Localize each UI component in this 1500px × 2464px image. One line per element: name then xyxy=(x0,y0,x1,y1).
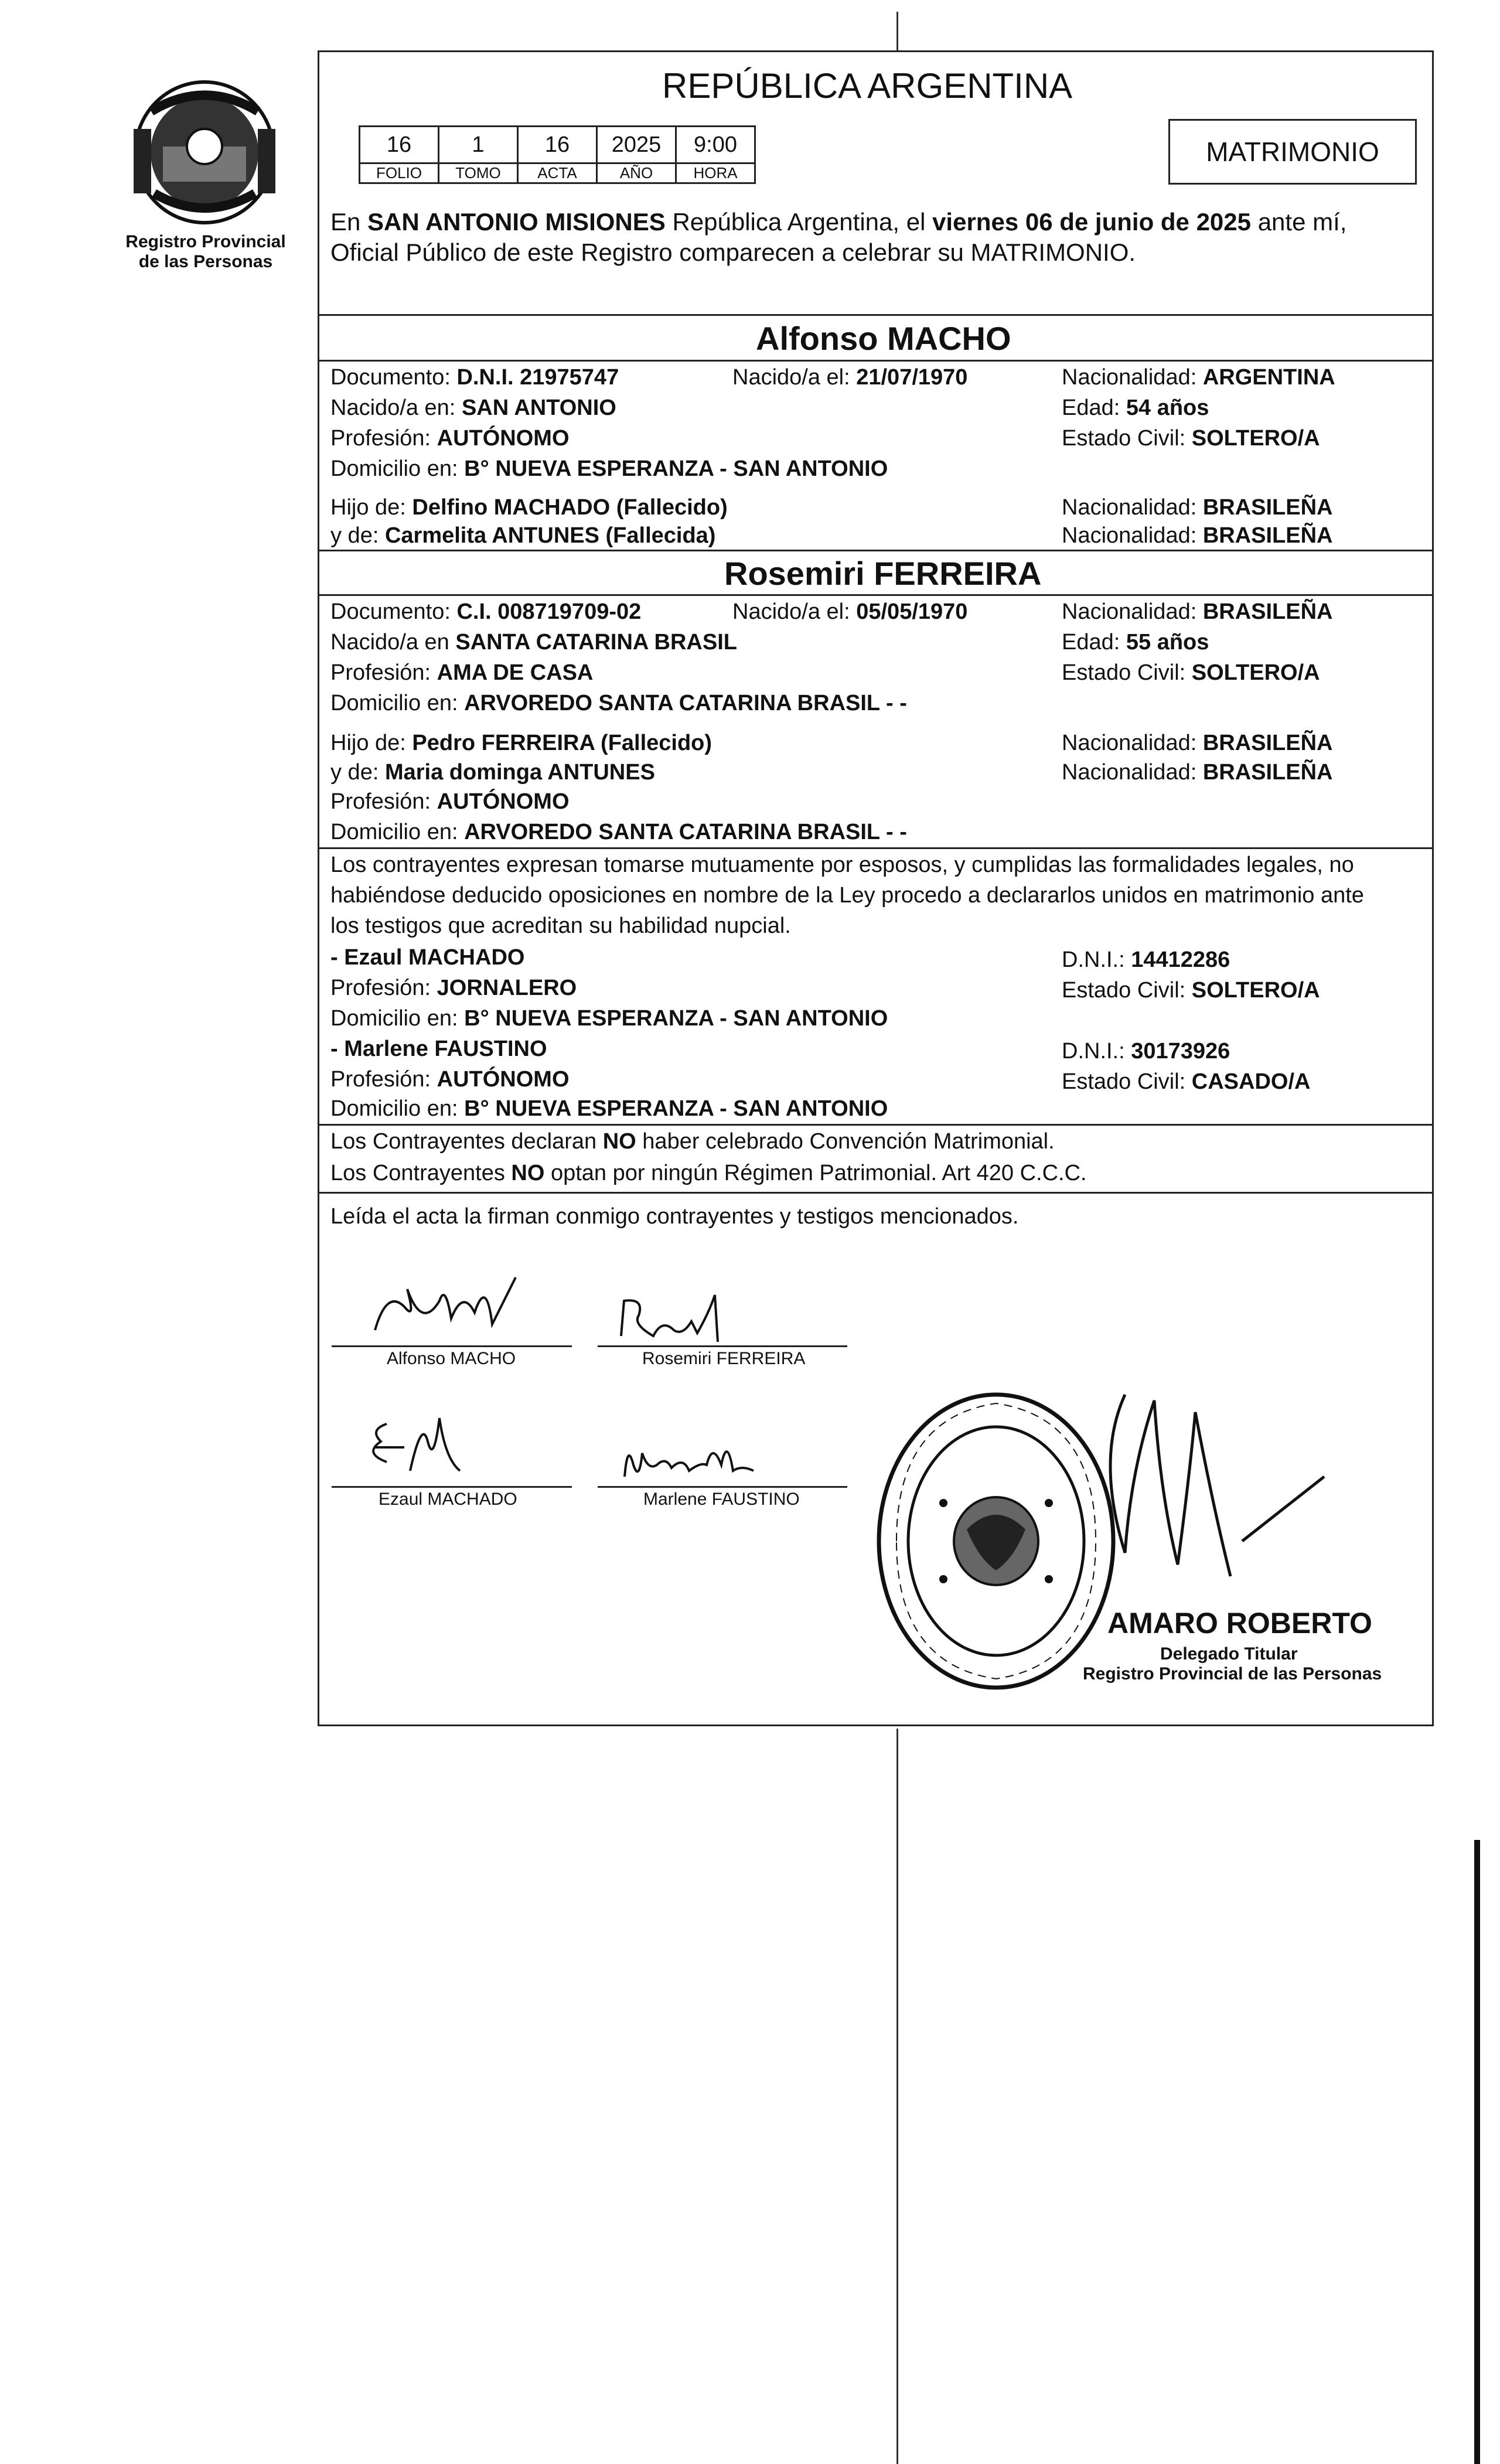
groom-mother-nat-value: BRASILEÑA xyxy=(1202,523,1333,548)
groom-address xyxy=(330,454,888,484)
bride-address-value: ARVOREDO SANTA CATARINA BRASIL - - xyxy=(464,691,907,715)
groom-birth-place-value: SAN ANTONIO xyxy=(461,396,616,420)
witness-2-address-label: Domicilio en: xyxy=(330,1096,458,1121)
bride-profession-value: AMA DE CASA xyxy=(437,660,594,685)
groom-signature-label: Alfonso MACHO xyxy=(387,1349,516,1368)
bride-mother xyxy=(330,757,655,788)
groom-nationality-value: ARGENTINA xyxy=(1202,365,1335,390)
groom-civil-value: SOLTERO/A xyxy=(1191,426,1320,451)
ano-value: 2025 xyxy=(597,127,676,163)
bride-age-label: Edad: xyxy=(1062,630,1120,655)
misiones-shield-icon xyxy=(128,76,281,229)
folio-label: FOLIO xyxy=(360,163,439,183)
bride-nationality-label: Nacionalidad: xyxy=(1062,599,1197,624)
witness-1-profession xyxy=(330,973,577,1003)
witness-2-signature-icon xyxy=(619,1430,771,1485)
clause-2-prefix: Los Contrayentes xyxy=(330,1161,505,1185)
clause-1-suffix: haber celebrado Convención Matrimonial. xyxy=(642,1129,1055,1154)
groom-mother-label: y de: xyxy=(330,523,379,548)
groom-signature-icon xyxy=(352,1266,562,1342)
groom-doc-value: D.N.I. 21975747 xyxy=(456,365,619,390)
groom-mother-value: Carmelita ANTUNES (Fallecida) xyxy=(384,523,716,548)
declaration-line-3: los testigos que acreditan su habilidad nupcial. xyxy=(330,914,791,938)
groom-civil xyxy=(1062,423,1320,454)
hora-label: HORA xyxy=(676,163,755,183)
groom-mother xyxy=(330,520,715,551)
bride-parent-profession xyxy=(330,786,570,817)
witness-1-profession-label: Profesión: xyxy=(330,976,431,1000)
witness-2-name: - Marlene FAUSTINO xyxy=(330,1037,547,1061)
intro-mid: República Argentina, el xyxy=(672,208,926,236)
closing-statement: Leída el acta la firman conmigo contrayentes y testigos mencionados. xyxy=(330,1204,1019,1229)
bride-father-value: Pedro FERREIRA (Fallecido) xyxy=(412,731,712,755)
witness-2-dni-label: D.N.I.: xyxy=(1062,1039,1125,1064)
groom-age xyxy=(1062,393,1209,423)
bride-name: Rosemiri FERREIRA xyxy=(724,555,1042,592)
scan-edge-bar xyxy=(1474,1840,1480,2464)
bride-age xyxy=(1062,627,1209,657)
witness-1-signature-label: Ezaul MACHADO xyxy=(379,1490,517,1509)
bride-address xyxy=(330,688,907,718)
bride-address-label: Domicilio en: xyxy=(330,691,458,715)
witness-1-address-label: Domicilio en: xyxy=(330,1006,458,1031)
bride-parent-address xyxy=(330,817,907,847)
official-signature-icon xyxy=(1090,1389,1406,1611)
bride-nationality xyxy=(1062,597,1333,627)
groom-father-nat xyxy=(1062,492,1333,523)
bride-profession-label: Profesión: xyxy=(330,660,431,685)
bride-doc-value: C.I. 008719709-02 xyxy=(456,599,642,624)
intro-line-1 xyxy=(330,207,1346,237)
bride-doc-label: Documento: xyxy=(330,599,451,624)
tomo-label: TOMO xyxy=(439,163,518,183)
groom-profession-value: AUTÓNOMO xyxy=(437,426,570,451)
clause-1-no: NO xyxy=(602,1129,636,1154)
clause-2-no: NO xyxy=(511,1161,545,1185)
clause-convention xyxy=(330,1126,1055,1157)
groom-father xyxy=(330,492,728,523)
bride-nationality-value: BRASILEÑA xyxy=(1202,599,1333,624)
groom-profession xyxy=(330,423,570,454)
groom-birth-date xyxy=(732,362,967,393)
declaration-line-1: Los contrayentes expresan tomarse mutuamente por esposos, y cumplidas las formalidades legales, no xyxy=(330,853,1354,877)
witness-2-civil-value: CASADO/A xyxy=(1191,1069,1311,1094)
groom-age-value: 54 años xyxy=(1126,396,1209,420)
official-office: Registro Provincial de las Personas xyxy=(1083,1664,1382,1683)
groom-doc-label: Documento: xyxy=(330,365,451,390)
bride-signature-icon xyxy=(609,1289,756,1345)
bride-father xyxy=(330,728,712,758)
groom-birth-place-label: Nacido/a en: xyxy=(330,396,456,420)
witness-2-address xyxy=(330,1093,888,1124)
witness-2-dni-value: 30173926 xyxy=(1131,1039,1230,1064)
bride-parent-address-label: Domicilio en: xyxy=(330,820,458,844)
bride-civil-label: Estado Civil: xyxy=(1062,660,1186,685)
groom-mother-nat xyxy=(1062,520,1333,551)
bride-mother-nat-label: Nacionalidad: xyxy=(1062,760,1197,785)
groom-doc xyxy=(330,362,619,393)
groom-father-nat-label: Nacionalidad: xyxy=(1062,495,1197,520)
witness-1-profession-value: JORNALERO xyxy=(437,976,577,1000)
witness-2-dni xyxy=(1062,1036,1230,1066)
bride-birth-place-label: Nacido/a en xyxy=(330,630,449,655)
bride-father-nat xyxy=(1062,728,1333,758)
witness-2-profession-value: AUTÓNOMO xyxy=(437,1067,570,1092)
witness-1-civil-label: Estado Civil: xyxy=(1062,978,1186,1003)
scan-line-bottom xyxy=(896,1729,898,2464)
intro-date: viernes 06 de junio de 2025 xyxy=(932,208,1252,236)
groom-age-label: Edad: xyxy=(1062,396,1120,420)
folio-value: 16 xyxy=(360,127,439,163)
logo-label: Registro Provincial de las Personas xyxy=(125,232,286,271)
hora-value: 9:00 xyxy=(676,127,755,163)
tomo-value: 1 xyxy=(439,127,518,163)
groom-birth-date-value: 21/07/1970 xyxy=(856,365,968,390)
witness-2-signature-label: Marlene FAUSTINO xyxy=(643,1490,800,1509)
witness-1-address-value: B° NUEVA ESPERANZA - SAN ANTONIO xyxy=(464,1006,888,1031)
official-title: Delegado Titular xyxy=(1160,1644,1298,1664)
groom-profession-label: Profesión: xyxy=(330,426,431,451)
bride-civil-value: SOLTERO/A xyxy=(1191,660,1320,685)
intro-suffix: ante mí, xyxy=(1257,208,1347,236)
witness-1-civil xyxy=(1062,975,1320,1006)
bride-birth-date-label: Nacido/a el: xyxy=(732,599,850,624)
bride-mother-nat xyxy=(1062,757,1333,788)
acta-value: 16 xyxy=(518,127,597,163)
intro-prefix: En xyxy=(330,208,361,236)
registry-table xyxy=(359,125,756,184)
witness-1-name: - Ezaul MACHADO xyxy=(330,945,525,970)
bride-birth-date xyxy=(732,597,967,627)
witness-1-address xyxy=(330,1003,888,1034)
witness-1-signature-icon xyxy=(357,1406,486,1483)
witness-2-address-value: B° NUEVA ESPERANZA - SAN ANTONIO xyxy=(464,1096,888,1121)
intro-place: SAN ANTONIO MISIONES xyxy=(367,208,666,236)
witness-1-civil-value: SOLTERO/A xyxy=(1191,978,1320,1003)
groom-nationality xyxy=(1062,362,1335,393)
bride-father-nat-label: Nacionalidad: xyxy=(1062,731,1197,755)
groom-civil-label: Estado Civil: xyxy=(1062,426,1186,451)
page-title: REPÚBLICA ARGENTINA xyxy=(662,66,1073,105)
witness-1-dni xyxy=(1062,945,1230,975)
acta-label: ACTA xyxy=(518,163,597,183)
groom-name: Alfonso MACHO xyxy=(756,320,1011,357)
bride-birth-date-value: 05/05/1970 xyxy=(856,599,968,624)
scan-line-top xyxy=(896,12,898,50)
groom-father-nat-value: BRASILEÑA xyxy=(1202,495,1333,520)
witness-2-profession-label: Profesión: xyxy=(330,1067,431,1092)
bride-parent-profession-label: Profesión: xyxy=(330,789,431,814)
groom-nationality-label: Nacionalidad: xyxy=(1062,365,1197,390)
bride-signature-label: Rosemiri FERREIRA xyxy=(642,1349,806,1368)
bride-mother-nat-value: BRASILEÑA xyxy=(1202,760,1333,785)
ano-label: AÑO xyxy=(597,163,676,183)
groom-address-label: Domicilio en: xyxy=(330,456,458,481)
clause-regime xyxy=(330,1158,1087,1188)
groom-mother-nat-label: Nacionalidad: xyxy=(1062,523,1197,548)
groom-birth-place xyxy=(330,393,616,423)
witness-2-civil-label: Estado Civil: xyxy=(1062,1069,1186,1094)
bride-father-nat-value: BRASILEÑA xyxy=(1202,731,1333,755)
groom-father-value: Delfino MACHADO (Fallecido) xyxy=(412,495,728,520)
witness-2-civil xyxy=(1062,1066,1310,1097)
bride-birth-place-value: SANTA CATARINA BRASIL xyxy=(455,630,737,655)
bride-parent-address-value: ARVOREDO SANTA CATARINA BRASIL - - xyxy=(464,820,907,844)
intro-line-2: Oficial Público de este Registro comparecen a celebrar su MATRIMONIO. xyxy=(330,238,1136,266)
bride-mother-value: Maria dominga ANTUNES xyxy=(384,760,655,785)
groom-father-label: Hijo de: xyxy=(330,495,406,520)
groom-birth-date-label: Nacido/a el: xyxy=(732,365,850,390)
bride-age-value: 55 años xyxy=(1126,630,1209,655)
witness-1-dni-value: 14412286 xyxy=(1131,948,1230,972)
bride-mother-label: y de: xyxy=(330,760,379,785)
bride-profession xyxy=(330,657,593,688)
clause-1-prefix: Los Contrayentes declaran xyxy=(330,1129,597,1154)
record-type-box: MATRIMONIO xyxy=(1168,119,1417,185)
bride-parent-profession-value: AUTÓNOMO xyxy=(437,789,570,814)
clause-2-suffix: optan por ningún Régimen Patrimonial. Art 420 C.C.C. xyxy=(550,1161,1087,1185)
official-name: AMARO ROBERTO xyxy=(1107,1607,1372,1640)
bride-birth-place xyxy=(330,627,737,657)
declaration-line-2: habiéndose deducido oposiciones en nombre de la Ley procedo a declararlos unidos en matrimonio ante xyxy=(330,883,1364,908)
witness-2-profession xyxy=(330,1064,570,1095)
official-seal-icon xyxy=(873,1383,1125,1699)
groom-address-value: B° NUEVA ESPERANZA - SAN ANTONIO xyxy=(464,456,888,481)
witness-1-dni-label: D.N.I.: xyxy=(1062,948,1125,972)
province-logo xyxy=(128,76,281,229)
bride-civil xyxy=(1062,657,1320,688)
bride-doc xyxy=(330,597,641,627)
bride-father-label: Hijo de: xyxy=(330,731,406,755)
